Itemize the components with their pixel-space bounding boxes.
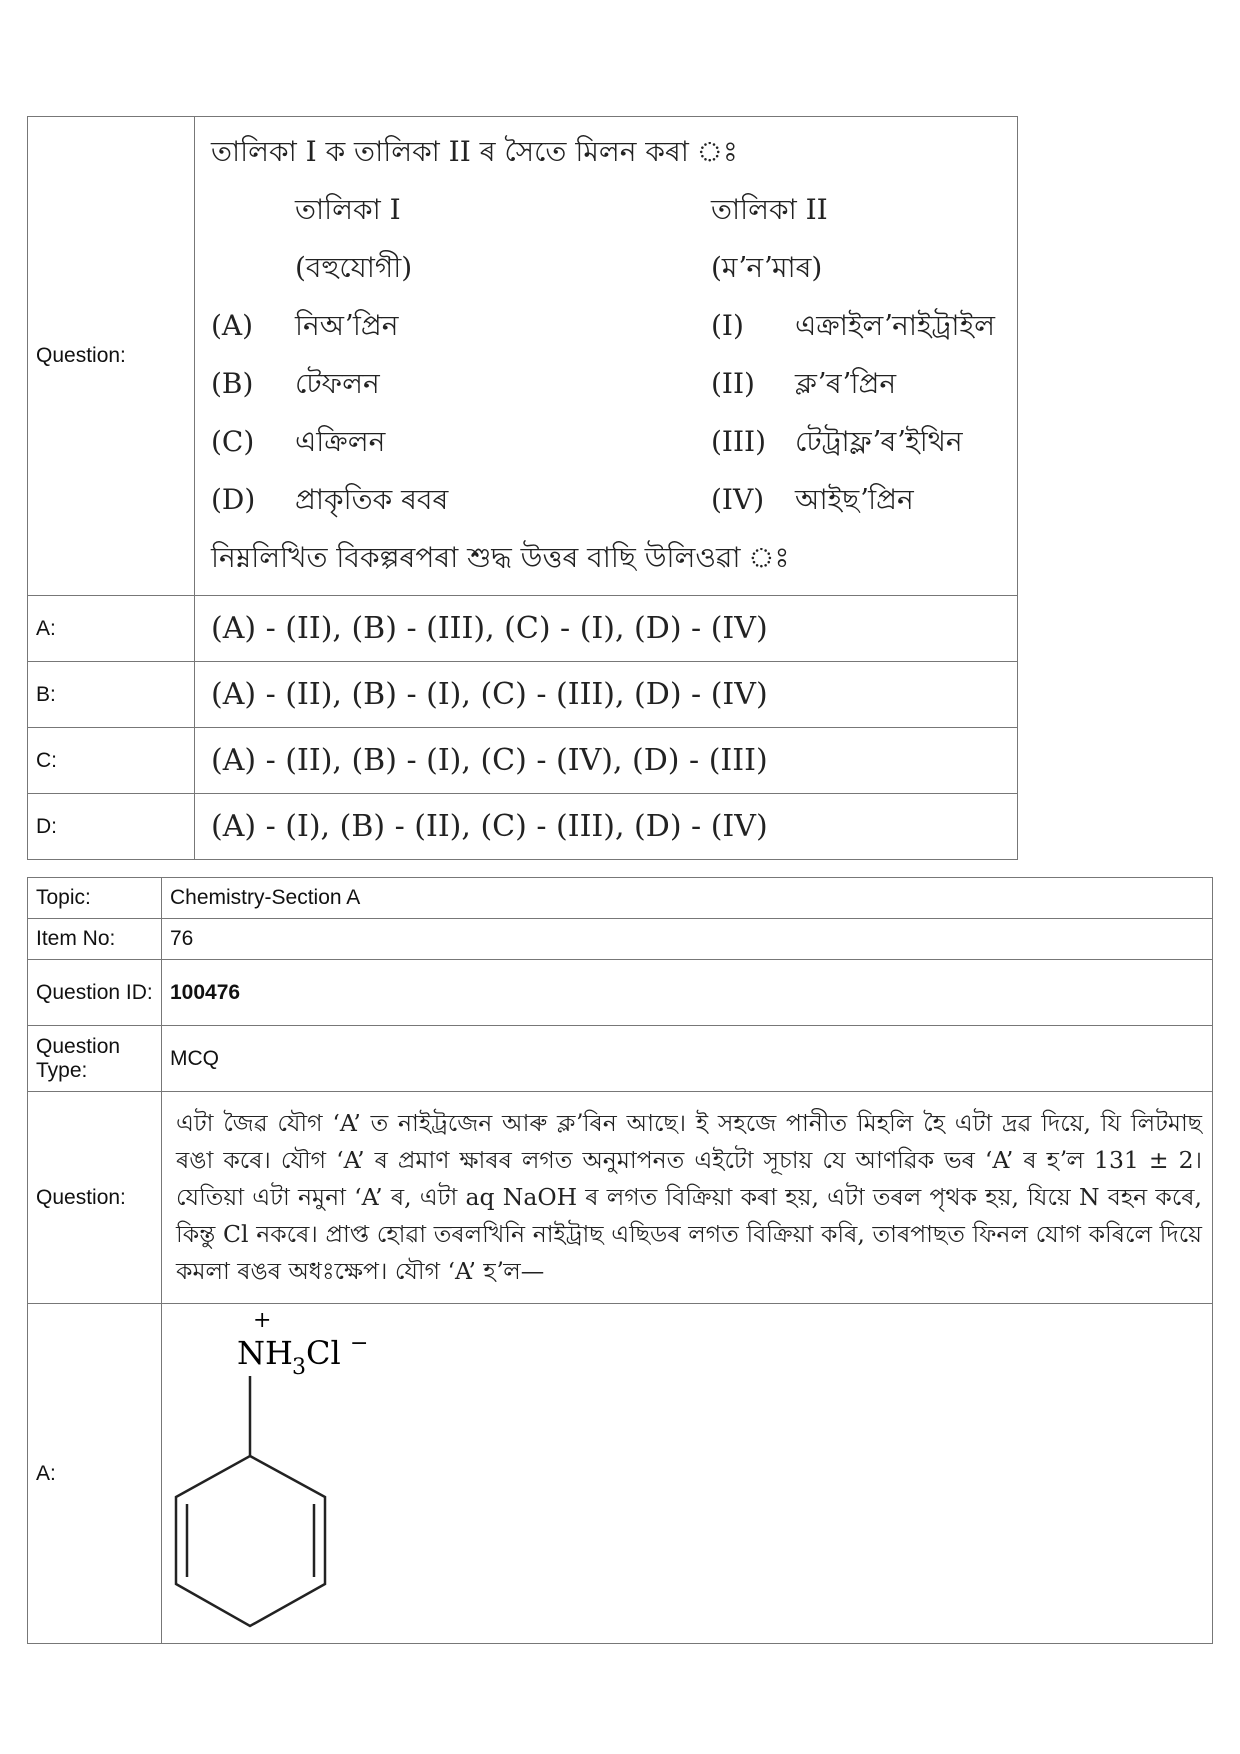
list1-value: নিঅʼপ্ৰিন [295, 309, 399, 342]
list1-value: এক্ৰিলন [295, 425, 386, 458]
question-type-value: MCQ [162, 1026, 1213, 1092]
list2-value: আইছʼপ্ৰিন [795, 483, 914, 516]
list2-key: (I) [711, 309, 744, 342]
list2-key: (II) [711, 367, 755, 400]
option-a-structure [162, 1304, 1213, 1644]
list2-value: টেট্ৰাফ্লʼৰʼইথিন [795, 425, 963, 458]
topic-label: Topic: [28, 878, 162, 919]
option-a-text: (A) - (II), (B) - (III), (C) - (I), (D) - (IV) [195, 596, 1018, 662]
question-label: Question: [28, 117, 195, 596]
cl-label: Cl [306, 1334, 341, 1372]
list1-subtitle: (বহুযোগী) [295, 251, 413, 284]
question-table-2 [27, 877, 1213, 1644]
match-row [211, 471, 1007, 529]
list2-key: (IV) [711, 483, 765, 516]
nh-label: NH [237, 1334, 293, 1372]
question-id-label: Question ID: [28, 960, 162, 1026]
list2-key: (III) [711, 425, 767, 458]
charge-minus: − [350, 1331, 369, 1356]
option-b-text: (A) - (II), (B) - (I), (C) - (III), (D) - (IV) [195, 662, 1018, 728]
list1-value: টেফলন [295, 367, 380, 400]
list2-subtitle: (মʼনʼমাৰ) [711, 251, 823, 284]
list2-value: এক্ৰাইলʼনাইট্ৰাইল [795, 309, 995, 342]
question-outro: নিম্নলিখিত বিকল্পৰপৰা শুদ্ধ উত্তৰ বাছি উলিওৱা ঃ [211, 541, 790, 574]
question-text: এটা জৈৱ যৌগ ‘A’ ত নাইট্ৰজেন আৰু ক্লʼৰিন আছে। ই সহজে পানীত মিহলি হৈ এটা দ্ৰৱ দিয়ে, যি লিটমাছ ৰঙা কৰে। যৌগ ‘A’ ৰ প্ৰমাণ ক্ষাৰৰ লগত অনুমাপনত এইটো সূচায় যে আণৱিক ভৰ ‘A’ ৰ হʼল 131 ± 2। যেতিয়া এটা নমুনা ‘A’ ৰ, এটা aq NaOH ৰ লগত বিক্ৰিয়া কৰা হয়, এটা তৰল পৃথক হয়, যিয়ে N বহন কৰে, কিন্তু Cl নকৰে। প্ৰাপ্ত হোৱা তৰলখিনি নাইট্ৰাছ এছিডৰ লগত বিক্ৰিয়া কৰি, তাৰপাছত ফিনল যোগ কৰিলে দিয়ে কমলা ৰঙৰ অধঃক্ষেপ। যৌগ ‘A’ হʼল— [162, 1092, 1213, 1304]
option-label: A: [28, 1304, 162, 1644]
match-row [211, 355, 1007, 413]
item-no-value: 76 [162, 919, 1213, 960]
question-table-1 [27, 116, 1018, 860]
list-subheader-row [211, 239, 1007, 297]
benzene-ring [176, 1376, 325, 1626]
list1-key: (D) [211, 483, 256, 516]
question-intro: তালিকা I ক তালিকা II ৰ সৈতে মিলন কৰা ঃ [211, 135, 738, 168]
option-label: D: [28, 794, 195, 860]
list1-key: (B) [211, 367, 254, 400]
option-label: A: [28, 596, 195, 662]
option-d-text: (A) - (I), (B) - (II), (C) - (III), (D) - (IV) [195, 794, 1018, 860]
topic-value: Chemistry-Section A [162, 878, 1213, 919]
list-header-row [211, 181, 1007, 239]
question-type-label: Question Type: [28, 1026, 162, 1092]
subscript-3: 3 [292, 1355, 306, 1380]
match-row [211, 297, 1007, 355]
match-row [211, 413, 1007, 471]
charge-plus: + [253, 1308, 272, 1333]
list1-value: প্ৰাকৃতিক ৰবৰ [295, 483, 449, 516]
anilinium-chloride-structure [162, 1304, 462, 1644]
option-label: B: [28, 662, 195, 728]
item-no-label: Item No: [28, 919, 162, 960]
option-c-text: (A) - (II), (B) - (I), (C) - (IV), (D) - (III) [195, 728, 1018, 794]
question-label: Question: [28, 1092, 162, 1304]
list1-title: তালিকা I [295, 193, 401, 226]
list2-value: ক্লʼৰʼপ্ৰিন [795, 367, 897, 400]
option-label: C: [28, 728, 195, 794]
list1-key: (C) [211, 425, 255, 458]
list1-key: (A) [211, 309, 254, 342]
list2-title: তালিকা II [711, 193, 828, 226]
question-id-value: 100476 [162, 960, 1213, 1026]
ring-outline [176, 1456, 325, 1626]
question-body [195, 117, 1018, 596]
